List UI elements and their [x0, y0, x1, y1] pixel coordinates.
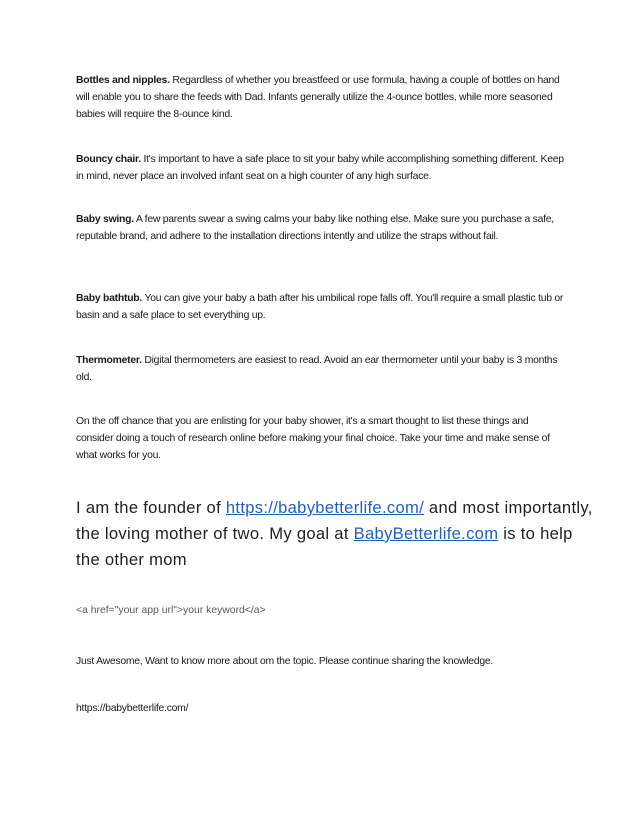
paragraph-bottles	[76, 72, 566, 123]
founder-text-1: I am the founder of	[76, 498, 226, 517]
paragraph-text: Digital thermometers are easiest to read. Avoid an ear thermometer until your baby is 3 months old.	[76, 355, 558, 383]
founder-link-site[interactable]: BabyBetterlife.com	[353, 524, 499, 543]
paragraph-lead: Bouncy chair.	[76, 154, 141, 165]
code-snippet: <a href="your app url">your keyword</a>	[76, 605, 266, 616]
founder-link-url[interactable]: https://babybetterlife.com/	[225, 498, 425, 517]
paragraph-bouncy-chair	[76, 151, 566, 185]
founder-statement	[76, 495, 596, 573]
paragraph-baby-bathtub	[76, 290, 566, 324]
paragraph-text: You can give your baby a bath after his umbilical rope falls off. You'll require a small plastic tub or basin and a safe place to set everything up.	[76, 293, 564, 321]
comment-text: Just Awesome, Want to know more about om the topic. Please continue sharing the knowledge.	[76, 656, 494, 667]
url-line: https://babybetterlife.com/	[76, 703, 189, 714]
paragraph-text: It's important to have a safe place to sit your baby while accomplishing something different. Keep in mind, never place an involved infant seat on a high counter of any high surface.	[76, 154, 564, 182]
paragraph-thermometer	[76, 352, 566, 386]
paragraph-baby-swing	[76, 211, 566, 245]
founder-text-2: and most importantly, the loving mother of two. My goal at	[76, 498, 593, 543]
paragraph-text: Regardless of whether you breastfeed or use formula, having a couple of bottles on hand will enable you to share the feeds with Dad. Infants generally utilize the 4-ounce bottles, while more seasoned babies will require the 8-ounce kind.	[76, 75, 560, 120]
founder-text-3: is to help the other mom	[76, 524, 573, 569]
paragraph-closing	[76, 413, 566, 464]
paragraph-text: A few parents swear a swing calms your baby like nothing else. Make sure you purchase a safe, reputable brand, and adhere to the installation directions intently and utilize the straps without fail.	[76, 214, 554, 242]
paragraph-lead: Thermometer.	[76, 355, 142, 366]
paragraph-lead: Baby bathtub.	[76, 293, 143, 304]
paragraph-lead: Baby swing.	[76, 214, 134, 225]
paragraph-text: On the off chance that you are enlisting for your baby shower, it's a smart thought to list these things and consider doing a touch of research online before making your final choice. Take your time and make sense of what works for you.	[76, 416, 550, 461]
paragraph-lead: Bottles and nipples.	[76, 75, 170, 86]
